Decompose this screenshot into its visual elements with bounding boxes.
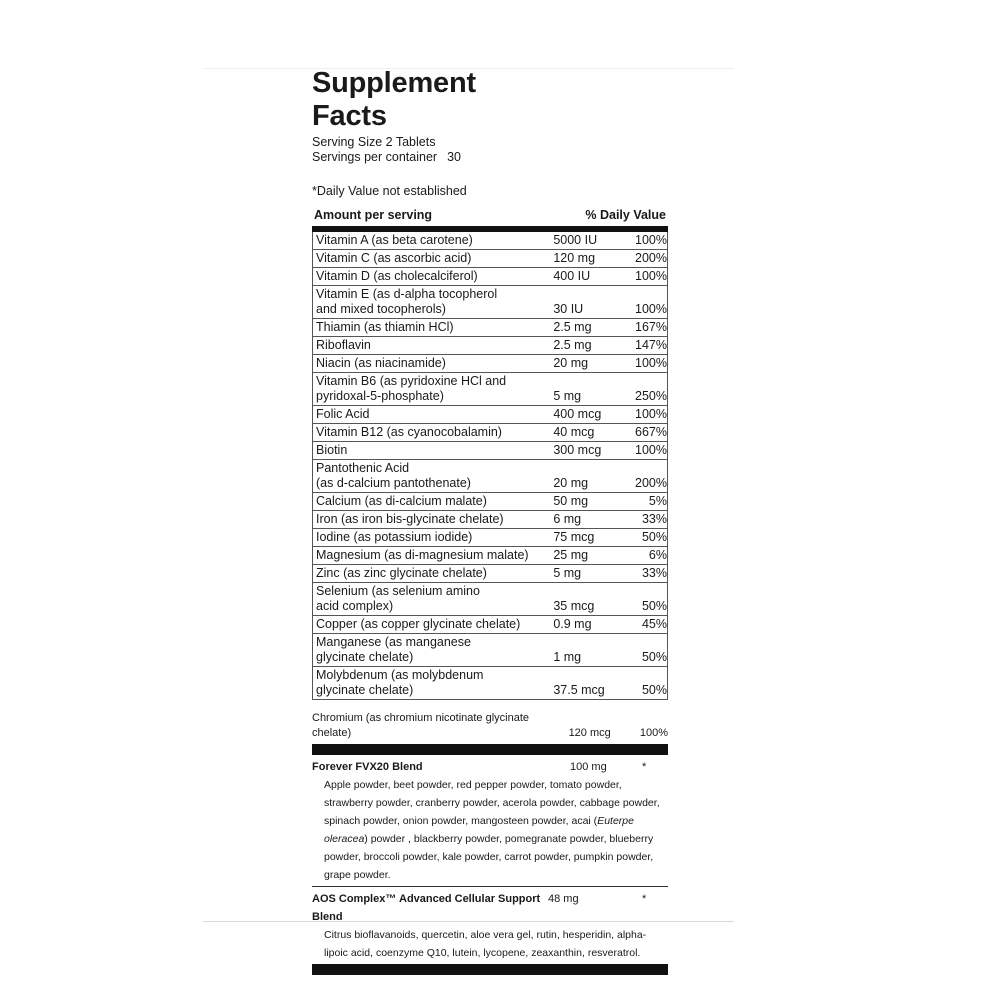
nutrient-amount: 5 mg: [553, 566, 582, 580]
nutrient-table: [312, 232, 668, 700]
nutrient-row: [313, 442, 667, 460]
nutrient-row: [313, 583, 667, 616]
nutrient-name: Iodine (as potassium iodide): [316, 530, 473, 544]
nutrient-row: [313, 373, 667, 406]
nutrient-amount: 400 mcg: [553, 407, 602, 421]
nutrient-name: Molybdenum (as molybdenum glycinate chelate): [316, 668, 484, 697]
blend-header: [312, 755, 668, 776]
nutrient-amount: 37.5 mcg: [553, 683, 605, 697]
nutrient-dv: 100%: [635, 407, 667, 421]
blend-name: AOS Complex™ Advanced Cellular Support Blend: [312, 893, 541, 923]
supplement-facts-label: [312, 66, 668, 975]
nutrient-name: Vitamin B12 (as cyanocobalamin): [316, 425, 502, 439]
servings-per-container: [312, 150, 668, 165]
nutrient-dv: 100%: [635, 233, 667, 247]
amount-per-serving-header: Amount per serving: [314, 208, 433, 222]
nutrient-dv: 100%: [639, 727, 668, 739]
nutrient-dv: 200%: [635, 251, 667, 265]
nutrient-row: [313, 355, 667, 373]
nutrient-amount: 25 mg: [553, 548, 589, 562]
nutrient-row: [313, 547, 667, 565]
daily-value-note: *Daily Value not established: [312, 184, 467, 198]
nutrient-amount: 120 mg: [553, 251, 596, 265]
nutrient-name: Selenium (as selenium amino acid complex): [316, 584, 480, 613]
nutrient-row: [313, 250, 667, 268]
nutrient-amount: 300 mcg: [553, 443, 602, 457]
ingredients-species: Euterpe oleracea: [324, 815, 634, 845]
nutrient-amount: 40 mcg: [553, 425, 595, 439]
nutrient-dv: 33%: [641, 512, 667, 526]
nutrient-amount: 30 IU: [553, 302, 584, 316]
nutrient-dv: 50%: [641, 599, 667, 613]
nutrient-dv: 167%: [635, 320, 667, 334]
blend-ingredients: [312, 776, 668, 884]
blend-amount: 100 mg: [570, 761, 607, 773]
nutrient-row: [313, 337, 667, 355]
nutrient-amount: 2.5 mg: [553, 320, 592, 334]
nutrient-dv: 100%: [635, 302, 667, 316]
daily-value-header: % Daily Value: [585, 208, 666, 222]
fvx20-blend: [312, 755, 668, 884]
section-divider-bar: [312, 744, 668, 755]
nutrient-name: Vitamin D (as cholecalciferol): [316, 269, 478, 283]
nutrient-name: Calcium (as di-calcium malate): [316, 494, 487, 508]
bottom-bar: [312, 964, 668, 975]
nutrient-row: [313, 565, 667, 583]
nutrient-amount: 6 mg: [553, 512, 582, 526]
nutrient-dv: 667%: [635, 425, 667, 439]
nutrient-name: Pantothenic Acid (as d-calcium pantothenate): [316, 461, 471, 490]
servings-label: Servings per container: [312, 150, 438, 164]
nutrient-name: Vitamin B6 (as pyridoxine HCl and pyridoxal-5-phosphate): [316, 374, 507, 403]
nutrient-amount: 120 mcg: [568, 727, 611, 739]
nutrient-name: Biotin: [316, 443, 348, 457]
nutrient-dv: 250%: [635, 389, 667, 403]
nutrient-name: Manganese (as manganese glycinate chelate): [316, 635, 471, 664]
blend-amount: 48 mg: [548, 893, 579, 905]
nutrient-name: Vitamin A (as beta carotene): [316, 233, 473, 247]
nutrient-amount: 2.5 mg: [553, 338, 592, 352]
nutrient-row: [313, 286, 667, 319]
nutrient-row: [313, 493, 667, 511]
nutrient-amount: 400 IU: [553, 269, 591, 283]
table-header: [312, 208, 668, 232]
blend-ingredients: Citrus bioflavanoids, quercetin, aloe vera gel, rutin, hesperidin, alpha-lipoic acid, coenzyme Q10, lutein, lycopene, zeaxanthin, resveratrol.: [324, 929, 647, 959]
nutrient-dv: 50%: [641, 530, 667, 544]
nutrient-amount: 20 mg: [553, 476, 589, 490]
nutrient-name: Magnesium (as di-magnesium malate): [316, 548, 529, 562]
nutrient-name: Vitamin C (as ascorbic acid): [316, 251, 472, 265]
nutrient-name: Copper (as copper glycinate chelate): [316, 617, 521, 631]
nutrient-row: [313, 319, 667, 337]
nutrient-name: Chromium (as chromium nicotinate glycinate chelate): [312, 712, 530, 739]
nutrient-amount: 5 mg: [553, 389, 582, 403]
nutrient-name: Zinc (as zinc glycinate chelate): [316, 566, 487, 580]
nutrient-amount: 1 mg: [553, 650, 582, 664]
aos-complex-blend: [312, 887, 668, 962]
nutrient-dv: 50%: [641, 683, 667, 697]
nutrient-name: Thiamin (as thiamin HCl): [316, 320, 454, 334]
nutrient-row: [313, 406, 667, 424]
nutrient-dv: 100%: [635, 269, 667, 283]
serving-info: [312, 135, 668, 165]
blend-dv: *: [642, 893, 647, 905]
chromium-row: [312, 700, 668, 744]
nutrient-name: Riboflavin: [316, 338, 371, 352]
servings-count: 30: [447, 150, 461, 164]
nutrient-amount: 35 mcg: [553, 599, 595, 613]
nutrient-name: Folic Acid: [316, 407, 370, 421]
nutrient-amount: 75 mcg: [553, 530, 595, 544]
nutrient-dv: 100%: [635, 356, 667, 370]
nutrient-dv: 147%: [635, 338, 667, 352]
nutrient-row: [313, 634, 667, 667]
nutrient-amount: 5000 IU: [553, 233, 598, 247]
blend-dv: *: [642, 761, 647, 773]
nutrient-dv: 50%: [641, 650, 667, 664]
nutrient-dv: 5%: [648, 494, 667, 508]
nutrient-row: [313, 424, 667, 442]
nutrient-row: [313, 268, 667, 286]
nutrient-name: Iron (as iron bis-glycinate chelate): [316, 512, 504, 526]
nutrient-row: [313, 529, 667, 547]
nutrient-name: Vitamin E (as d-alpha tocopherol and mixed tocopherols): [316, 287, 498, 316]
nutrient-dv: 200%: [635, 476, 667, 490]
nutrient-amount: 20 mg: [553, 356, 589, 370]
ingredients-part: ) powder , blackberry powder, pomegranate powder, blueberry powder, broccoli powder, kale powder, carrot powder, pumpkin powder, grape powder.: [324, 833, 654, 881]
serving-size: Serving Size 2 Tablets: [312, 135, 436, 149]
nutrient-row: [313, 511, 667, 529]
nutrient-dv: 45%: [641, 617, 667, 631]
nutrient-row: [313, 232, 667, 250]
nutrient-row: [313, 667, 667, 700]
nutrient-dv: 100%: [635, 443, 667, 457]
nutrient-amount: 0.9 mg: [553, 617, 592, 631]
ingredients-part: Apple powder, beet powder, red pepper powder, tomato powder, strawberry powder, cranberry powder, acerola powder, cabbage powder, spinach powder, onion powder, mangosteen powder, acai (: [324, 779, 660, 827]
blend-name: Forever FVX20 Blend: [312, 761, 423, 773]
nutrient-name: Niacin (as niacinamide): [316, 356, 446, 370]
nutrient-row: [313, 616, 667, 634]
nutrient-amount: 50 mg: [553, 494, 589, 508]
nutrient-row: [313, 460, 667, 493]
nutrient-dv: 6%: [648, 548, 667, 562]
label-title: Supplement Facts: [312, 67, 476, 132]
blend-header: [312, 887, 668, 926]
nutrient-dv: 33%: [641, 566, 667, 580]
